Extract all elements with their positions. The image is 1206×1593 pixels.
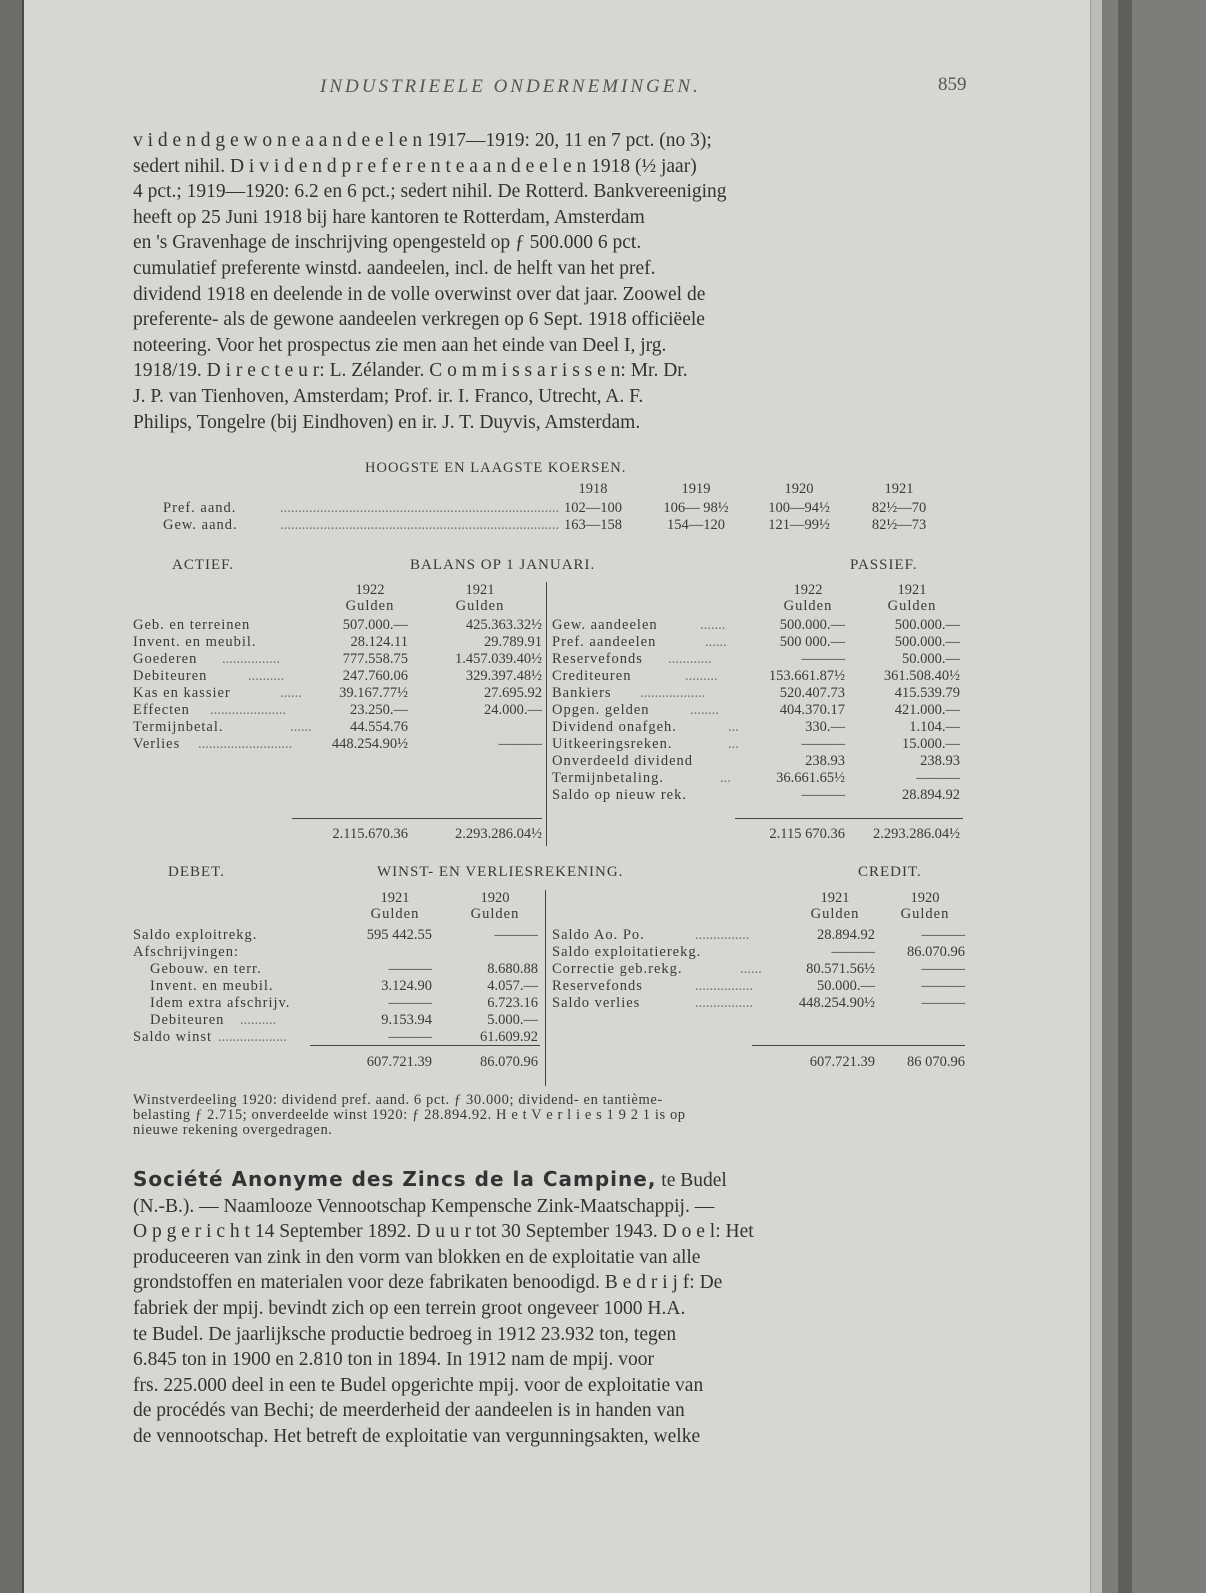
leader-dots: ................ <box>222 651 280 667</box>
balans-total-rule-left <box>292 818 542 819</box>
intro-paragraph <box>133 128 971 435</box>
koersen-cell: 163—158 <box>564 517 622 533</box>
section-line: de vennootschap. Het betreft de exploitatie van vergunningsakten, welke <box>133 1425 701 1447</box>
passief-value-1922: ——— <box>801 651 845 667</box>
koersen-year: 1921 <box>884 481 914 497</box>
winstverdeeling-note <box>133 1093 971 1138</box>
debet-value-1921: ——— <box>388 995 432 1011</box>
debet-value-1920: ——— <box>494 927 538 943</box>
debet-value-1920: 5.000.— <box>487 1012 538 1028</box>
debet-value-1921: ——— <box>388 961 432 977</box>
winst-col-unit: Gulden <box>900 906 950 922</box>
actief-value-1922: 23.250.— <box>350 702 408 718</box>
balans-actief-title: ACTIEF. <box>172 557 235 573</box>
actief-value-1922: 507.000.— <box>342 617 408 633</box>
actief-value-1922: 448.254.90½ <box>331 736 408 752</box>
intro-line: heeft op 25 Juni 1918 bij hare kantoren te Rotterdam, Amsterdam <box>133 206 645 228</box>
winst-col-unit: Gulden <box>810 906 860 922</box>
book-cover-shadow <box>1118 0 1132 1593</box>
intro-line: dividend 1918 en deelende in de volle overwinst over dat jaar. Zoowel de <box>133 283 706 305</box>
winst-total-left-1920: 86.070.96 <box>480 1054 538 1070</box>
leader-dots: ...... <box>280 685 302 701</box>
leader-dots: ...... <box>705 634 727 650</box>
passief-value-1922: 330.— <box>805 719 845 735</box>
passief-row-label: Pref. aandeelen <box>552 634 657 650</box>
note-line: Winstverdeeling 1920: dividend pref. aand. 6 pct. ƒ 30.000; dividend- en tantième- <box>133 1092 663 1108</box>
leader-dots: ..................... <box>210 702 287 718</box>
intro-line: preferente- als de gewone aandeelen verkregen op 6 Sept. 1918 officiëele <box>133 309 705 331</box>
section-line: produceeren van zink in den vorm van blokken en de exploitatie van alle <box>133 1246 701 1268</box>
debet-row-label: Idem extra afschrijv. <box>150 995 291 1011</box>
actief-value-1922: 44.554.76 <box>350 719 408 735</box>
passief-value-1922: 404.370.17 <box>779 702 845 718</box>
leader-dots: .......... <box>248 668 285 684</box>
passief-value-1922: ——— <box>801 787 845 803</box>
balans-total-rule-right <box>735 818 963 819</box>
passief-value-1921: 361.508.40½ <box>883 668 960 684</box>
winst-col-year: 1921 <box>380 890 410 906</box>
leader-dots: ........ <box>690 702 719 718</box>
koersen-cell: 100—94½ <box>768 500 830 516</box>
actief-value-1922: 247.760.06 <box>342 668 408 684</box>
leader-dots: .......................... <box>198 736 293 752</box>
credit-row-label: Saldo verlies <box>552 995 641 1011</box>
balans-col-unit: Gulden <box>455 598 505 614</box>
winst-total-right-1920: 86 070.96 <box>907 1054 965 1070</box>
passief-row-label: Dividend onafgeh. <box>552 719 677 735</box>
leader-dots: ......... <box>685 668 718 684</box>
balans-col-year: 1922 <box>793 582 823 598</box>
leader-dots: ............................................................................. <box>280 500 560 516</box>
passief-value-1921: 1.104.— <box>909 719 960 735</box>
winst-debet-title: DEBET. <box>168 864 225 880</box>
intro-line: sedert nihil. D i v i d e n d p r e f e r e n t e a a n d e e l e n 1918 (½ jaar) <box>133 155 697 177</box>
passief-value-1922: 153.661.87½ <box>768 668 845 684</box>
credit-value-1921: ——— <box>831 944 875 960</box>
winst-divider <box>545 890 546 1086</box>
credit-value-1921: 80.571.56½ <box>806 961 875 977</box>
passief-row-label: Gew. aandeelen <box>552 617 658 633</box>
debet-value-1921: 9.153.94 <box>381 1012 432 1028</box>
intro-line: 1918/19. D i r e c t e u r: L. Zélander. C o m m i s s a r i s s e n: Mr. Dr. <box>133 360 688 382</box>
note-line: belasting ƒ 2.715; onverdeelde winst 1920: ƒ 28.894.92. H e t V e r l i e s 1 9 2 1 is op <box>133 1107 686 1123</box>
passief-value-1921: 500.000.— <box>894 617 960 633</box>
leader-dots: ............... <box>695 927 750 943</box>
balans-title: BALANS OP 1 JANUARI. <box>410 557 596 573</box>
section-line: fabriek der mpij. bevindt zich op een terrein groot ongeveer 1000 H.A. <box>133 1297 686 1319</box>
koersen-cell: 82½—70 <box>871 500 927 516</box>
balans-col-year: 1921 <box>897 582 927 598</box>
credit-value-1920: ——— <box>921 995 965 1011</box>
balans-col-year: 1921 <box>465 582 495 598</box>
balans-passief-title: PASSIEF. <box>850 557 918 573</box>
balans-col-unit: Gulden <box>783 598 833 614</box>
credit-row-label: Reservefonds <box>552 978 643 994</box>
company-section <box>133 1167 971 1450</box>
passief-value-1921: 500.000.— <box>894 634 960 650</box>
passief-row-label: Onverdeeld dividend <box>552 753 694 769</box>
actief-row-label: Invent. en meubil. <box>133 634 257 650</box>
actief-row-label: Termijnbetal. <box>133 719 224 735</box>
intro-line: 4 pct.; 1919—1920: 6.2 en 6 pct.; sedert nihil. De Rotterd. Bankvereeniging <box>133 181 727 203</box>
passief-value-1922: 238.93 <box>805 753 845 769</box>
intro-line: cumulatief preferente winstd. aandeelen, incl. de helft van het pref. <box>133 257 656 279</box>
debet-value-1921: 3.124.90 <box>381 978 432 994</box>
actief-value-1922: 39.167.77½ <box>339 685 408 701</box>
debet-value-1920: 61.609.92 <box>480 1029 538 1045</box>
leader-dots: ... <box>720 770 731 786</box>
passief-row-label: Saldo op nieuw rek. <box>552 787 687 803</box>
passief-row-label: Termijnbetaling. <box>552 770 665 786</box>
winst-total-right-1921: 607.721.39 <box>809 1054 875 1070</box>
leader-dots: ...... <box>290 719 312 735</box>
winst-total-rule-left <box>310 1045 540 1046</box>
passief-value-1921: 421.000.— <box>894 702 960 718</box>
winst-col-year: 1921 <box>820 890 850 906</box>
passief-row-label: Opgen. gelden <box>552 702 650 718</box>
actief-value-1921: 27.695.92 <box>484 685 542 701</box>
koersen-row-label: Gew. aand. <box>163 517 238 533</box>
actief-row-label: Geb. en terreinen <box>133 617 251 633</box>
debet-value-1921: 595 442.55 <box>366 927 432 943</box>
intro-line: en 's Gravenhage de inschrijving opengesteld op ƒ 500.000 6 pct. <box>133 232 642 254</box>
balans-total-left-1922: 2.115.670.36 <box>332 826 408 842</box>
section-line: 6.845 ton in 1900 en 2.810 ton in 1894. In 1912 nam de mpij. voor <box>133 1349 655 1371</box>
credit-value-1920: ——— <box>921 978 965 994</box>
koersen-cell: 106— 98½ <box>663 500 729 516</box>
debet-row-label: Saldo winst <box>133 1029 213 1045</box>
actief-value-1921: ——— <box>498 736 542 752</box>
company-title: Société Anonyme des Zincs de la Campine, <box>133 1167 657 1191</box>
intro-line: J. P. van Tienhoven, Amsterdam; Prof. ir. I. Franco, Utrecht, A. F. <box>133 385 644 407</box>
leader-dots: ... <box>728 719 739 735</box>
passief-value-1921: 50.000.— <box>902 651 960 667</box>
book-binding <box>0 0 22 1593</box>
winst-col-unit: Gulden <box>470 906 520 922</box>
leader-dots: ............................................................................. <box>280 517 560 533</box>
running-header: INDUSTRIEELE ONDERNEMINGEN. <box>320 76 701 97</box>
passief-row-label: Bankiers <box>552 685 612 701</box>
passief-value-1921: 15.000.— <box>902 736 960 752</box>
leader-dots: .......... <box>240 1012 277 1028</box>
credit-row-label: Saldo Ao. Po. <box>552 927 645 943</box>
section-line: te Budel <box>661 1170 727 1191</box>
section-line: frs. 225.000 deel in een te Budel opgerichte mpij. voor de exploitatie van <box>133 1374 704 1396</box>
note-line: nieuwe rekening overgedragen. <box>133 1122 333 1138</box>
intro-line: noteering. Voor het prospectus zie men aan het einde van Deel I, jrg. <box>133 334 667 356</box>
balans-total-left-1921: 2.293.286.04½ <box>455 826 542 842</box>
section-line: de procédés van Bechi; de meerderheid der aandeelen is in handen van <box>133 1400 685 1422</box>
passief-value-1922: 500.000.— <box>779 617 845 633</box>
leader-dots: ... <box>728 736 739 752</box>
section-line: O p g e r i c h t 14 September 1892. D u u r tot 30 September 1943. D o e l: Het <box>133 1221 754 1243</box>
credit-row-label: Saldo exploitatierekg. <box>552 944 702 960</box>
debet-value-1921: ——— <box>388 1029 432 1045</box>
balans-col-unit: Gulden <box>887 598 937 614</box>
passief-value-1922: 520.407.73 <box>779 685 845 701</box>
winst-col-year: 1920 <box>480 890 510 906</box>
passief-value-1921: 28.894.92 <box>902 787 960 803</box>
passief-value-1922: 36.661.65½ <box>776 770 845 786</box>
passief-value-1921: ——— <box>916 770 960 786</box>
koersen-cell: 121—99½ <box>768 517 830 533</box>
section-line: te Budel. De jaarlijksche productie bedroeg in 1912 23.932 ton, tegen <box>133 1323 677 1345</box>
debet-row-label: Gebouw. en terr. <box>150 961 262 977</box>
credit-value-1920: ——— <box>921 961 965 977</box>
credit-value-1921: 50.000.— <box>817 978 875 994</box>
debet-value-1920: 8.680.88 <box>487 961 538 977</box>
debet-value-1920: 4.057.— <box>487 978 538 994</box>
actief-value-1921: 425.363.32½ <box>465 617 542 633</box>
debet-row-label: Invent. en meubil. <box>150 978 274 994</box>
koersen-cell: 154—120 <box>667 517 725 533</box>
winst-total-rule-right <box>752 1045 965 1046</box>
debet-row-label: Saldo exploitrekg. <box>133 927 258 943</box>
koersen-cell: 82½—73 <box>871 517 927 533</box>
credit-value-1920: 86.070.96 <box>907 944 965 960</box>
leader-dots: ................... <box>218 1029 287 1045</box>
koersen-year: 1920 <box>784 481 814 497</box>
credit-value-1921: 448.254.90½ <box>798 995 875 1011</box>
koersen-row-label: Pref. aand. <box>163 500 237 516</box>
leader-dots: ............ <box>668 651 712 667</box>
winst-col-year: 1920 <box>910 890 940 906</box>
debet-value-1920: 6.723.16 <box>487 995 538 1011</box>
leader-dots: .................. <box>640 685 706 701</box>
winst-total-left-1921: 607.721.39 <box>366 1054 432 1070</box>
passief-row-label: Reservefonds <box>552 651 643 667</box>
actief-row-label: Effecten <box>133 702 190 718</box>
intro-line: v i d e n d g e w o n e a a n d e e l e n 1917—1919: 20, 11 en 7 pct. (no 3); <box>133 130 712 151</box>
actief-value-1921: 329.397.48½ <box>465 668 542 684</box>
debet-row-label: Debiteuren <box>150 1012 225 1028</box>
actief-row-label: Kas en kassier <box>133 685 231 701</box>
debet-row-label: Afschrijvingen: <box>133 944 240 960</box>
leader-dots: ................ <box>695 995 753 1011</box>
passief-value-1921: 238.93 <box>920 753 960 769</box>
balans-divider <box>546 582 547 846</box>
actief-row-label: Goederen <box>133 651 198 667</box>
balans-col-year: 1922 <box>355 582 385 598</box>
leader-dots: ...... <box>740 961 762 977</box>
koersen-year: 1919 <box>681 481 711 497</box>
leader-dots: ................ <box>695 978 753 994</box>
credit-row-label: Correctie geb.rekg. <box>552 961 683 977</box>
actief-row-label: Debiteuren <box>133 668 208 684</box>
actief-value-1921: 29.789.91 <box>484 634 542 650</box>
intro-line: Philips, Tongelre (bij Eindhoven) en ir. J. T. Duyvis, Amsterdam. <box>133 411 641 433</box>
winst-col-unit: Gulden <box>370 906 420 922</box>
passief-row-label: Crediteuren <box>552 668 632 684</box>
credit-value-1920: ——— <box>921 927 965 943</box>
actief-value-1921: 1.457.039.40½ <box>455 651 542 667</box>
koersen-cell: 102—100 <box>564 500 622 516</box>
passief-row-label: Uitkeeringsreken. <box>552 736 673 752</box>
koersen-title: HOOGSTE EN LAAGSTE KOERSEN. <box>365 460 627 476</box>
balans-total-right-1922: 2.115 670.36 <box>769 826 845 842</box>
balans-col-unit: Gulden <box>345 598 395 614</box>
section-line: (N.-B.). — Naamlooze Vennootschap Kempensche Zink-Maatschappij. — <box>133 1195 715 1217</box>
actief-value-1922: 28.124.11 <box>350 634 408 650</box>
actief-row-label: Verlies <box>133 736 181 752</box>
passief-value-1922: 500 000.— <box>779 634 845 650</box>
balans-total-right-1921: 2.293.286.04½ <box>873 826 960 842</box>
passief-value-1921: 415.539.79 <box>894 685 960 701</box>
winst-title: WINST- EN VERLIESREKENING. <box>377 864 624 880</box>
section-first-line <box>133 1167 971 1194</box>
credit-value-1921: 28.894.92 <box>817 927 875 943</box>
koersen-year: 1918 <box>578 481 608 497</box>
actief-value-1921: 24.000.— <box>484 702 542 718</box>
passief-value-1922: ——— <box>801 736 845 752</box>
winst-credit-title: CREDIT. <box>858 864 922 880</box>
section-line: grondstoffen en materialen voor deze fabrikaten benoodigd. B e d r i j f: De <box>133 1272 723 1294</box>
actief-value-1922: 777.558.75 <box>342 651 408 667</box>
page-number: 859 <box>938 74 967 95</box>
leader-dots: ....... <box>700 617 726 633</box>
